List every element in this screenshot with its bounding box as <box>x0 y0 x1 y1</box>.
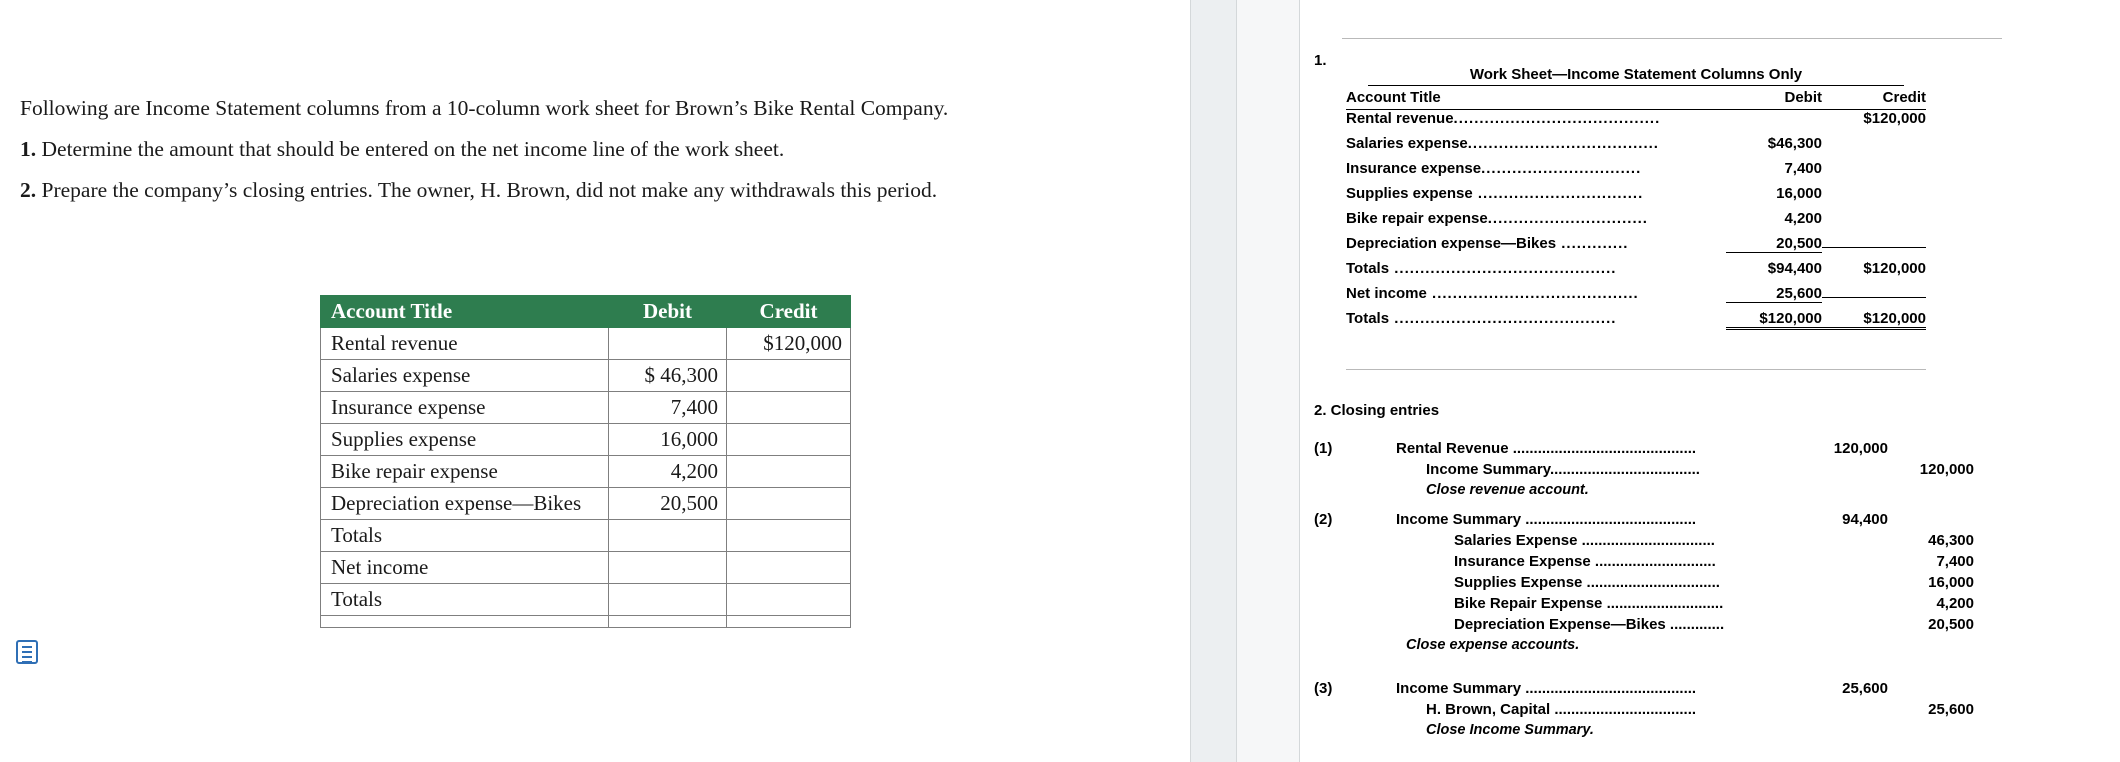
journal-line <box>1314 440 1974 461</box>
table-row <box>321 520 851 552</box>
cell-credit <box>727 392 851 424</box>
worksheet-row-label-text: Bike repair expense <box>1346 210 1488 227</box>
journal-account <box>1454 616 1798 633</box>
requirement-2-text: Prepare the company’s closing entries. The owner, H. Brown, did not make any withdrawals this period. <box>41 178 938 202</box>
journal-account-text: Supplies Expense <box>1454 574 1587 591</box>
journal-account <box>1454 595 1798 612</box>
cell-debit: 16,000 <box>609 424 727 456</box>
worksheet-row-debit: 20,500 <box>1726 235 1822 253</box>
journal-account-text: Income Summary <box>1396 680 1526 697</box>
problem-intro: Following are Income Statement columns from a 10-column work sheet for Brown’s Bike Rental Company. <box>20 96 949 120</box>
cell-credit <box>727 456 851 488</box>
journal-leader: .................................... <box>1549 461 1700 478</box>
worksheet-row-debit: 25,600 <box>1726 285 1822 303</box>
worksheet-row-label <box>1346 135 1726 152</box>
cell-account-title: Supplies expense <box>321 424 609 456</box>
cell-debit: 20,500 <box>609 488 727 520</box>
cell-credit: $120,000 <box>727 328 851 360</box>
cell-account-title: Salaries expense <box>321 360 609 392</box>
journal-credit: 25,600 <box>1928 701 1974 718</box>
requirement-2 <box>20 178 937 203</box>
gutter-shade-left <box>1190 0 1237 762</box>
journal-line <box>1314 553 1974 574</box>
journal-credit: 16,000 <box>1928 574 1974 591</box>
requirement-1 <box>20 137 784 162</box>
worksheet-row-leader: ..................................... <box>1467 135 1659 152</box>
journal-account <box>1426 461 1798 478</box>
cell-credit <box>727 488 851 520</box>
journal-credit: 46,300 <box>1928 532 1974 549</box>
table-header <box>321 296 851 328</box>
worksheet-row <box>1346 135 1926 160</box>
worksheet-header-credit: Credit <box>1882 89 1926 106</box>
cell-credit <box>727 360 851 392</box>
cell-debit <box>609 584 727 616</box>
worksheet-row-leader: ............. <box>1556 235 1629 252</box>
worksheet-row-label <box>1346 110 1726 127</box>
cell-debit: 7,400 <box>609 392 727 424</box>
worksheet-row-label-text: Totals <box>1346 260 1390 277</box>
journal-line <box>1314 532 1974 553</box>
column-header-credit: Credit <box>727 296 851 328</box>
journal-leader: ............................................ <box>1512 440 1697 457</box>
cell-credit <box>727 552 851 584</box>
cell-account-title: Totals <box>321 584 609 616</box>
journal-line <box>1314 680 1974 701</box>
journal-account <box>1426 701 1798 718</box>
worksheet-row-debit: 16,000 <box>1776 185 1822 202</box>
journal-leader: ................................ <box>1581 532 1715 549</box>
journal-memo: Close Income Summary. <box>1426 722 1594 738</box>
worksheet-row-label <box>1346 285 1726 302</box>
cell-account-title: Rental revenue <box>321 328 609 360</box>
journal-account-text: Bike Repair Expense <box>1454 595 1607 612</box>
cell-debit <box>609 328 727 360</box>
worksheet-row-leader: ........................................ <box>1453 110 1661 127</box>
solution-worksheet <box>1346 66 1926 335</box>
cell-spacer-debit <box>609 616 727 628</box>
table-row <box>321 360 851 392</box>
worksheet-row-label-text: Supplies expense <box>1346 185 1473 202</box>
journal-memo: Close expense accounts. <box>1406 637 1580 653</box>
table-row <box>321 328 851 360</box>
worksheet-row-final-totals <box>1346 310 1926 335</box>
page-gutter <box>1190 0 1300 762</box>
journal-account-text: Rental Revenue <box>1396 440 1513 457</box>
worksheet-row-net-income <box>1346 285 1926 310</box>
table-row <box>321 456 851 488</box>
journal-memo: Close revenue account. <box>1426 482 1589 498</box>
note-icon[interactable] <box>16 640 38 664</box>
journal-account-text: Income Summary <box>1396 511 1526 528</box>
worksheet-heading: Work Sheet—Income Statement Columns Only <box>1368 66 1904 86</box>
income-statement-columns-table <box>320 295 851 628</box>
journal-line <box>1314 511 1974 532</box>
worksheet-row-leader: ........................................... <box>1389 260 1617 277</box>
journal-line <box>1314 701 1974 722</box>
cell-account-title: Bike repair expense <box>321 456 609 488</box>
table-row <box>321 488 851 520</box>
journal-leader: ............. <box>1665 616 1725 633</box>
worksheet-row-label-text: Net income <box>1346 285 1427 302</box>
journal-line <box>1314 574 1974 595</box>
table-row <box>321 424 851 456</box>
journal-leader: ............................ <box>1606 595 1724 612</box>
journal-account-text: Insurance Expense <box>1454 553 1595 570</box>
journal-line <box>1314 616 1974 637</box>
cell-account-title: Insurance expense <box>321 392 609 424</box>
journal-leader: .................................. <box>1554 701 1697 718</box>
journal-memo-line <box>1314 722 1974 743</box>
worksheet-row <box>1346 185 1926 210</box>
table-row <box>321 584 851 616</box>
cell-account-title: Net income <box>321 552 609 584</box>
closing-entry-1-ref: (1) <box>1314 440 1333 457</box>
closing-entry-3-ref: (3) <box>1314 680 1333 697</box>
worksheet-row-leader: ........................................ <box>1426 285 1639 302</box>
worksheet-row-credit: $120,000 <box>1822 310 1926 330</box>
journal-debit: 25,600 <box>1842 680 1888 697</box>
solution-pane <box>1300 0 2120 762</box>
journal-account <box>1396 680 1798 697</box>
journal-account <box>1454 574 1798 591</box>
solution-top-rule <box>1342 38 2002 39</box>
worksheet-row-credit: $120,000 <box>1863 260 1926 277</box>
journal-credit: 7,400 <box>1936 553 1974 570</box>
solution-part-1-number: 1. <box>1314 52 1327 69</box>
table-row <box>321 552 851 584</box>
requirement-1-text: Determine the amount that should be entered on the net income line of the work sheet. <box>41 137 785 161</box>
worksheet-header-account-title: Account Title <box>1346 89 1441 106</box>
journal-leader: ................................ <box>1586 574 1720 591</box>
journal-debit: 120,000 <box>1833 440 1888 457</box>
cell-credit <box>727 520 851 552</box>
table-header-row <box>321 296 851 328</box>
journal-account-text: Salaries Expense <box>1454 532 1582 549</box>
worksheet-row-credit: $120,000 <box>1863 110 1926 127</box>
journal-leader: ............................. <box>1594 553 1716 570</box>
journal-account <box>1454 553 1798 570</box>
cell-spacer-credit <box>727 616 851 628</box>
cell-account-title: Totals <box>321 520 609 552</box>
cell-spacer-title <box>321 616 609 628</box>
solution-part-2-label: 2. Closing entries <box>1314 402 1440 419</box>
journal-account <box>1454 532 1798 549</box>
worksheet-row-label-text: Rental revenue <box>1346 110 1454 127</box>
table-body <box>321 328 851 628</box>
worksheet-row-credit <box>1822 297 1926 298</box>
worksheet-row <box>1346 235 1926 260</box>
solution-worksheet-bottom-rule <box>1346 369 1926 370</box>
journal-memo-line <box>1314 637 1974 658</box>
worksheet-row-debit: $46,300 <box>1767 135 1822 152</box>
cell-debit <box>609 520 727 552</box>
journal-account <box>1396 511 1798 528</box>
journal-credit: 20,500 <box>1928 616 1974 633</box>
note-icon-line <box>22 661 32 663</box>
worksheet-row-totals <box>1346 260 1926 285</box>
worksheet-row-leader: ............................... <box>1487 210 1648 227</box>
requirement-1-number: 1. <box>20 137 37 161</box>
closing-entry-3 <box>1314 680 1974 743</box>
journal-account-text: H. Brown, Capital <box>1426 701 1555 718</box>
journal-account-text: Income Summary <box>1426 461 1550 478</box>
closing-entry-2 <box>1314 511 1974 658</box>
worksheet-row-label-text: Salaries expense <box>1346 135 1468 152</box>
journal-leader: ......................................... <box>1525 680 1697 697</box>
journal-credit: 4,200 <box>1936 595 1974 612</box>
cell-credit <box>727 584 851 616</box>
worksheet-row-credit <box>1822 247 1926 248</box>
worksheet-row-label-text: Totals <box>1346 310 1390 327</box>
note-icon-line <box>22 656 32 658</box>
column-header-account-title: Account Title <box>321 296 609 328</box>
worksheet-row-leader: ........................................... <box>1389 310 1617 327</box>
worksheet-header-debit: Debit <box>1784 89 1822 106</box>
worksheet-row-label <box>1346 160 1726 177</box>
cell-account-title: Depreciation expense—Bikes <box>321 488 609 520</box>
worksheet-row <box>1346 110 1926 135</box>
worksheet-row-label <box>1346 210 1726 227</box>
worksheet-row-leader: ............................... <box>1481 160 1642 177</box>
cell-debit: $ 46,300 <box>609 360 727 392</box>
worksheet-row-label-text: Depreciation expense—Bikes <box>1346 235 1557 252</box>
cell-credit <box>727 424 851 456</box>
note-icon-line <box>22 651 32 653</box>
worksheet-row <box>1346 210 1926 235</box>
worksheet-row-debit: $120,000 <box>1726 310 1822 330</box>
journal-credit: 120,000 <box>1919 461 1974 478</box>
worksheet-row <box>1346 160 1926 185</box>
requirement-2-number: 2. <box>20 178 37 202</box>
worksheet-row-label <box>1346 260 1726 277</box>
worksheet-row-label <box>1346 310 1726 327</box>
closing-entry-1 <box>1314 440 1974 503</box>
cell-debit: 4,200 <box>609 456 727 488</box>
journal-memo-line <box>1314 482 1974 503</box>
table-row <box>321 392 851 424</box>
journal-leader: ......................................... <box>1525 511 1697 528</box>
worksheet-row-debit: 7,400 <box>1784 160 1822 177</box>
gutter-shade-right <box>1237 0 1300 762</box>
worksheet-row-label-text: Insurance expense <box>1346 160 1482 177</box>
journal-line <box>1314 461 1974 482</box>
journal-account-text: Depreciation Expense—Bikes <box>1454 616 1666 633</box>
column-header-debit: Debit <box>609 296 727 328</box>
worksheet-row-debit: $94,400 <box>1767 260 1822 277</box>
journal-debit: 94,400 <box>1842 511 1888 528</box>
worksheet-row-debit: 4,200 <box>1784 210 1822 227</box>
cell-debit <box>609 552 727 584</box>
note-icon-line <box>22 646 32 648</box>
journal-line <box>1314 595 1974 616</box>
worksheet-column-headers <box>1346 86 1926 110</box>
table-row-spacer <box>321 616 851 628</box>
closing-entry-2-ref: (2) <box>1314 511 1333 528</box>
worksheet-row-leader: ................................ <box>1472 185 1644 202</box>
worksheet-row-label <box>1346 185 1726 202</box>
journal-account <box>1396 440 1798 457</box>
worksheet-row-label <box>1346 235 1726 252</box>
